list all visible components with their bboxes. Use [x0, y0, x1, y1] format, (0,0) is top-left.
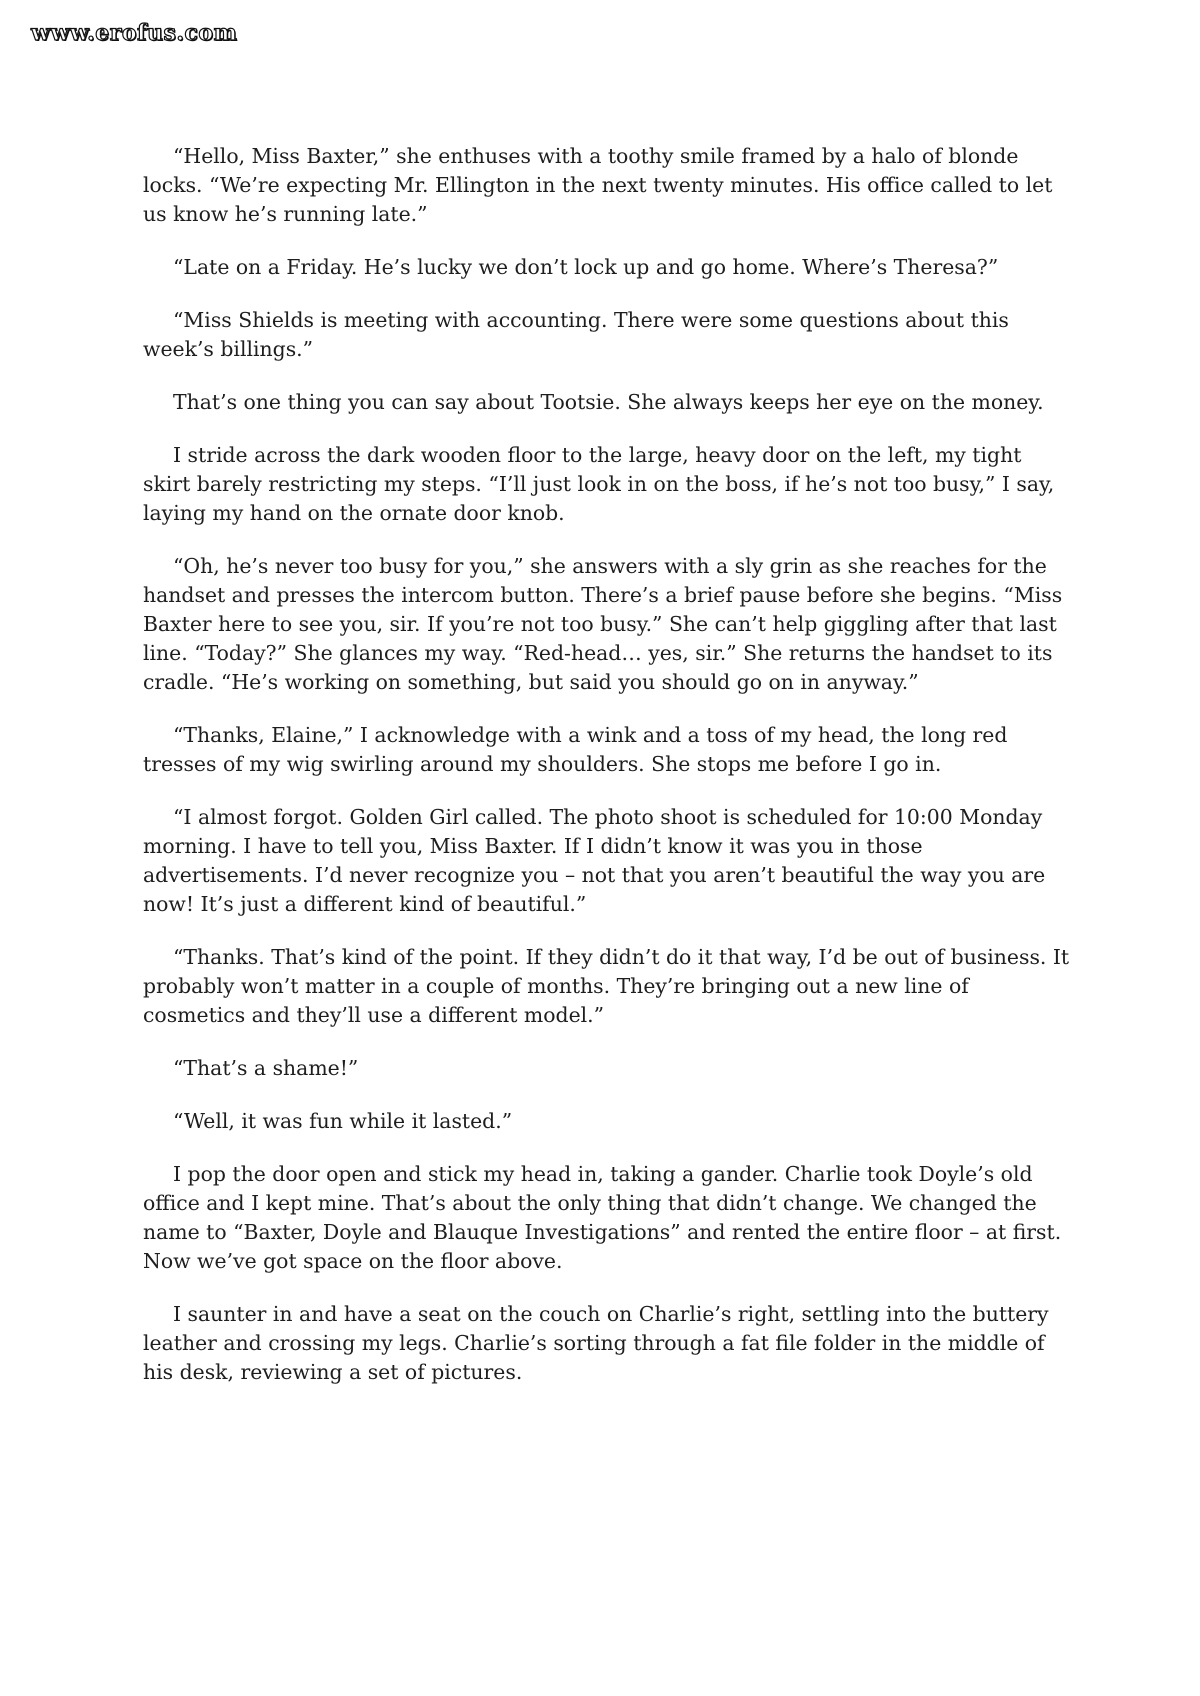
paragraph: “That’s a shame!” [173, 1056, 359, 1080]
paragraph: “Thanks, Elaine,” I acknowledge with a wink and a toss of my head, the long red tresses of my wig swirling around my shoulders. She stops me before I go in. [143, 723, 1008, 776]
paragraph: I saunter in and have a seat on the couch on Charlie’s right, settling into the buttery leather and crossing my legs. Charlie’s sorting through a fat file folder in the middle of his desk, reviewing a set of pictures. [143, 1302, 1049, 1384]
paragraph: “Hello, Miss Baxter,” she enthuses with a toothy smile framed by a halo of blonde locks. “We’re expecting Mr. Ellington in the next twenty minutes. His office called to let us know he’s running late.” [143, 144, 1053, 226]
paragraph: I stride across the dark wooden floor to the large, heavy door on the left, my tight skirt barely restricting my steps. “I’ll just look in on the boss, if he’s not too busy,” I say, laying my hand on the ornate door knob. [143, 443, 1055, 525]
paragraph: “Oh, he’s never too busy for you,” she answers with a sly grin as she reaches for the handset and presses the intercom button. There’s a brief pause before she begins. “Miss Baxter here to see you, sir. If you’re not too busy.” She can’t help giggling after that last line. “Today?” She glances my way. “Red-head… yes, sir.” She returns the handset to its cradle. “He’s working on something, but said you should go on in anyway.” [143, 554, 1063, 694]
paragraph: That’s one thing you can say about Tootsie. She always keeps her eye on the money. [173, 390, 1044, 414]
paragraph: “Late on a Friday. He’s lucky we don’t lock up and go home. Where’s Theresa?” [173, 255, 999, 279]
paragraph: “Miss Shields is meeting with accounting. There were some questions about this week’s billings.” [143, 308, 1009, 361]
paragraph: “Thanks. That’s kind of the point. If they didn’t do it that way, I’d be out of business. It probably won’t matter in a couple of months. They’re bringing out a new line of cosmetics and they’ll use a different model.” [143, 945, 1070, 1027]
page-body [143, 142, 1073, 1411]
paragraph: I pop the door open and stick my head in, taking a gander. Charlie took Doyle’s old office and I kept mine. That’s about the only thing that didn’t change. We changed the name to “Baxter, Doyle and Blauque Investigations” and rented the entire floor – at first. Now we’ve got space on the floor above. [143, 1162, 1062, 1273]
paragraph: “I almost forgot. Golden Girl called. The photo shoot is scheduled for 10:00 Monday morning. I have to tell you, Miss Baxter. If I didn’t know it was you in those advertisements. I’d never recognize you – not that you aren’t beautiful the way you are now! It’s just a different kind of beautiful.” [143, 805, 1046, 916]
watermark: www.erofus.com [31, 20, 238, 46]
paragraph: “Well, it was fun while it lasted.” [173, 1109, 513, 1133]
